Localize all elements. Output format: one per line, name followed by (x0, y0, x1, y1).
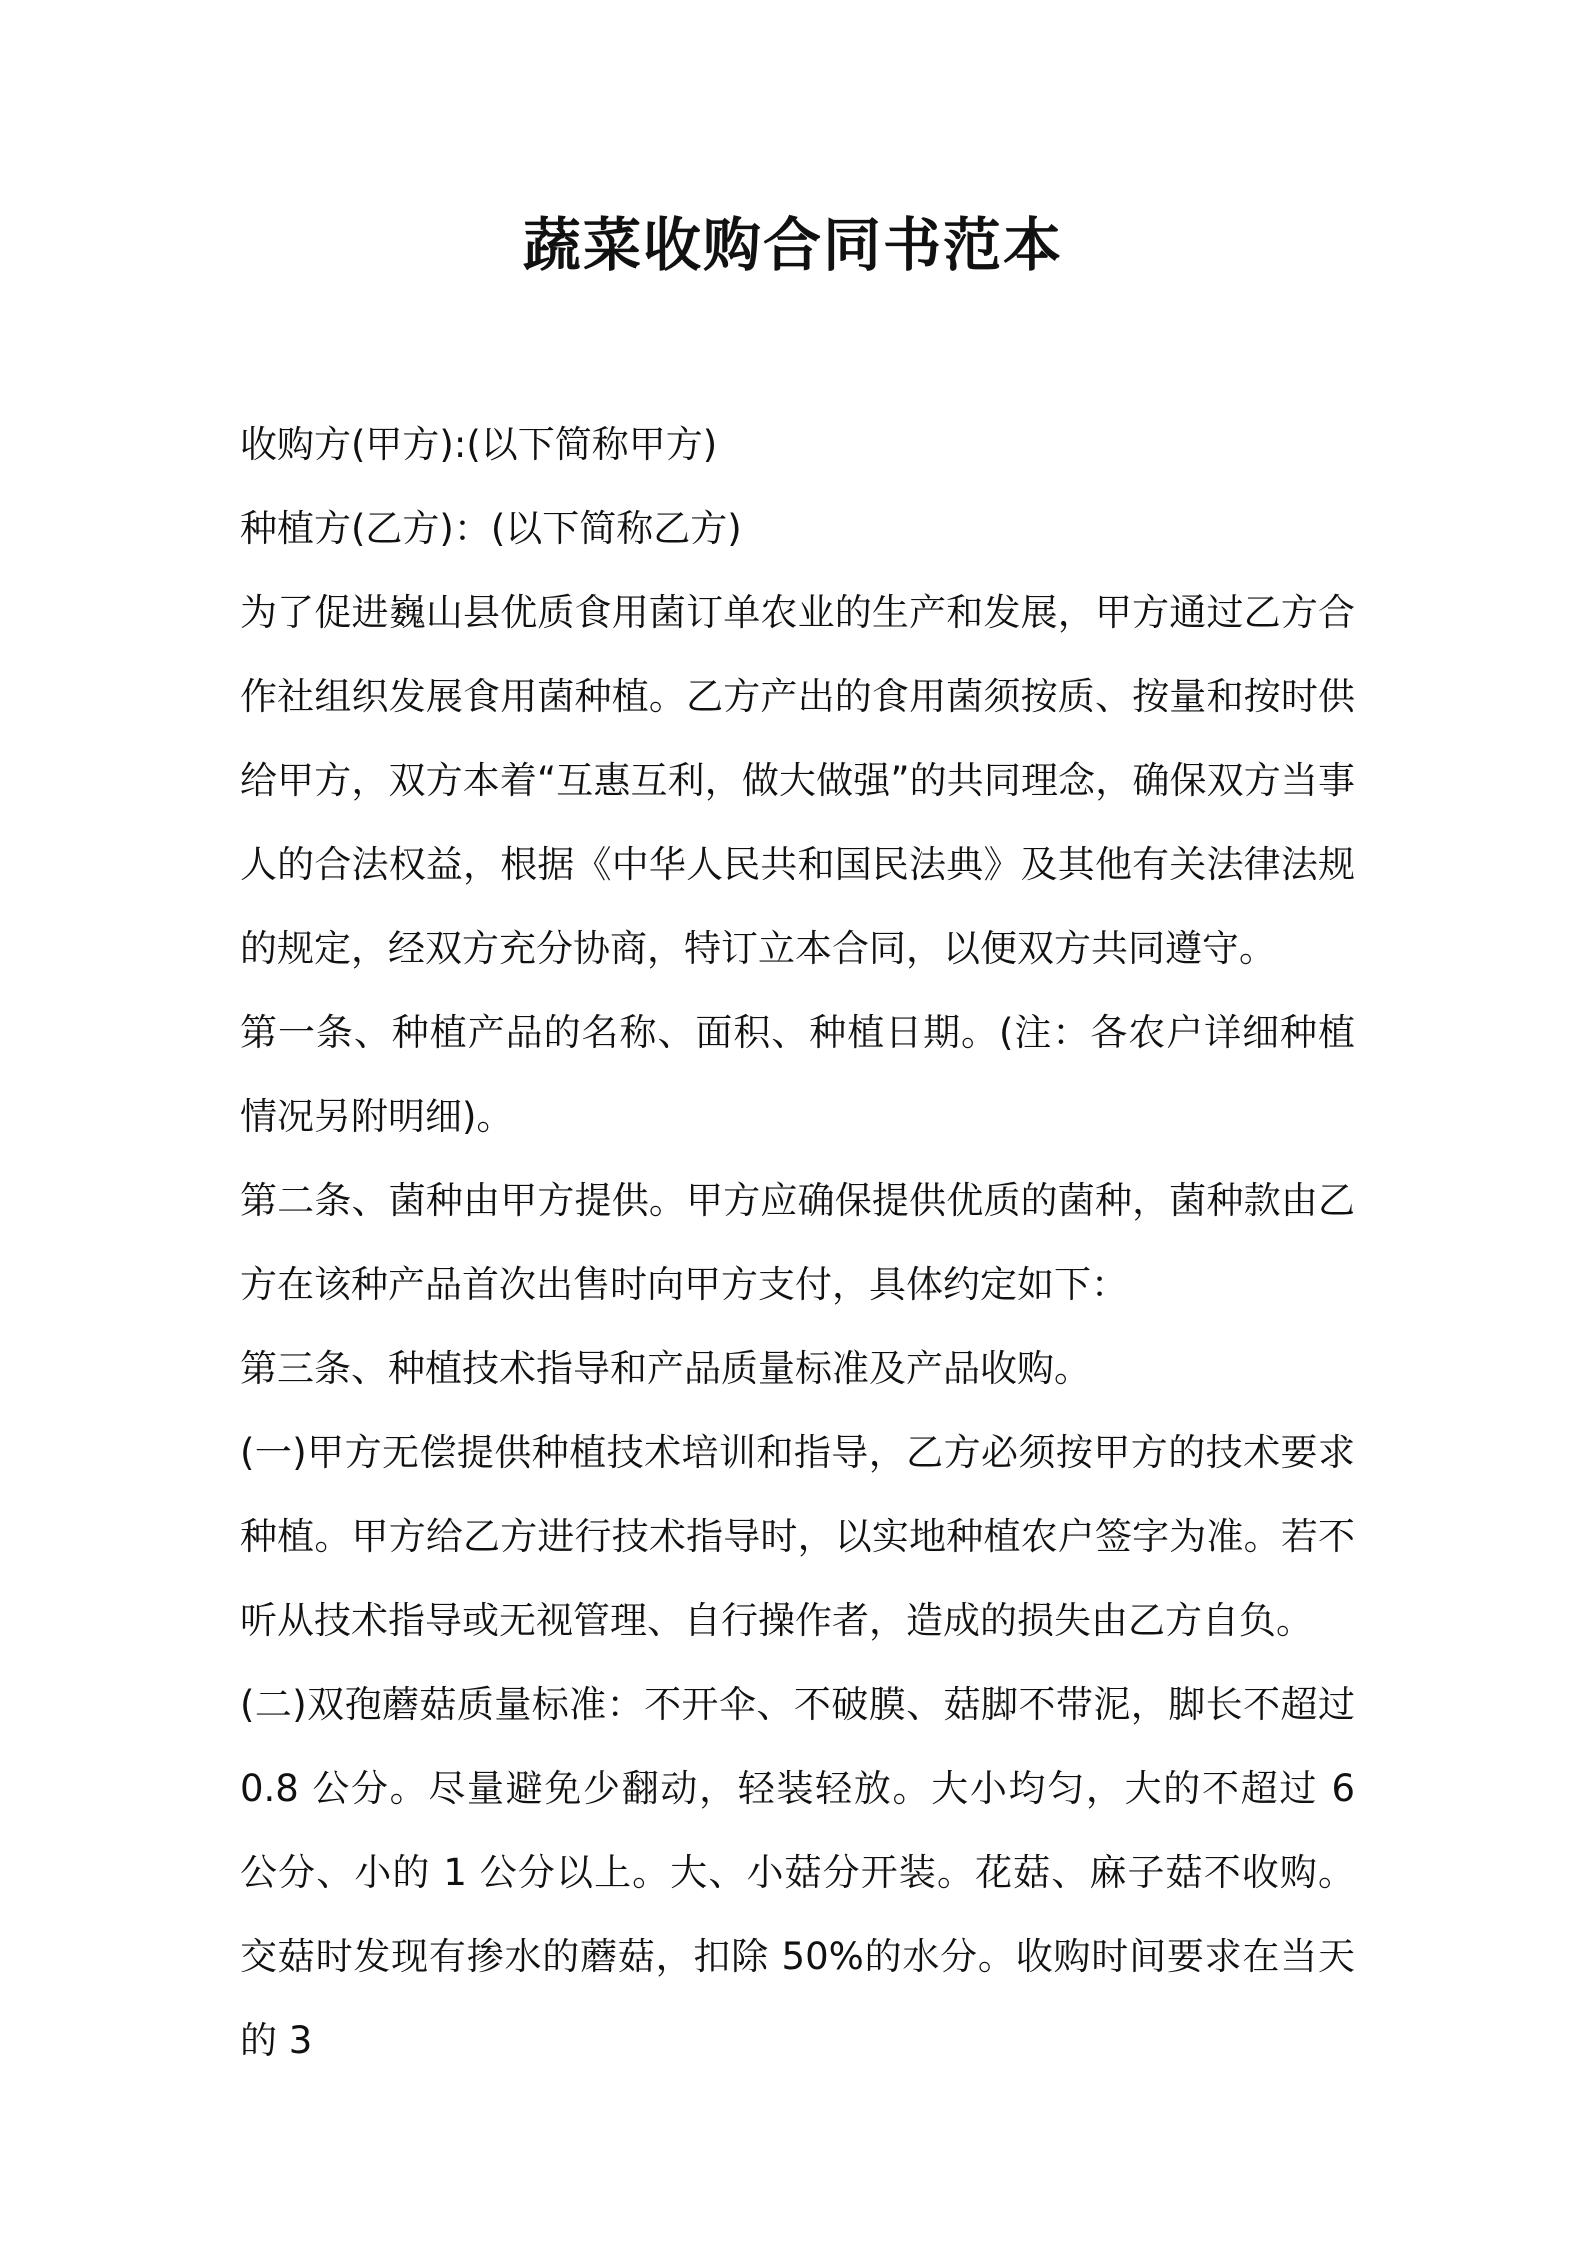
party-a-line: 收购方(甲方):(以下简称甲方) (240, 423, 718, 466)
article-3-item-2: (二)双孢蘑菇质量标准：不开伞、不破膜、菇脚不带泥，脚长不超过 0.8 公分。尽量避免少翻动，轻装轻放。大小均匀，大的不超过 6 公分、小的 1 公分以上。大、小菇分开装。花菇、麻子菇不收购。交菇时发现有掺水的蘑菇，扣除 50%的水分。收购时间要求在当天的 3 (240, 1683, 1355, 2062)
article-1-paragraph: 第一条、种植产品的名称、面积、种植日期。(注：各农户详细种植情况另附明细)。 (240, 1011, 1355, 1138)
article-3-heading: 第三条、种植技术指导和产品质量标准及产品收购。 (240, 1347, 1091, 1390)
party-b-line: 种植方(乙方)：(以下简称乙方) (240, 507, 742, 550)
article-3-item-1: (一)甲方无偿提供种植技术培训和指导，乙方必须按甲方的技术要求种植。甲方给乙方进行技术指导时，以实地种植农户签字为准。若不听从技术指导或无视管理、自行操作者，造成的损失由乙方自负。 (240, 1431, 1355, 1642)
preamble-paragraph: 为了促进巍山县优质食用菌订单农业的生产和发展，甲方通过乙方合作社组织发展食用菌种植。乙方产出的食用菌须按质、按量和按时供给甲方，双方本着“互惠互利，做大做强”的共同理念，确保双方当事人的合法权益，根据《中华人民共和国民法典》及其他有关法律法规的规定，经双方充分协商，特订立本合同，以便双方共同遵守。 (240, 591, 1355, 970)
document-body (240, 403, 1355, 2083)
document-title: 蔬菜收购合同书范本 (522, 211, 1063, 279)
article-2-paragraph: 第二条、菌种由甲方提供。甲方应确保提供优质的菌种，菌种款由乙方在该种产品首次出售时向甲方支付，具体约定如下： (240, 1179, 1355, 1306)
